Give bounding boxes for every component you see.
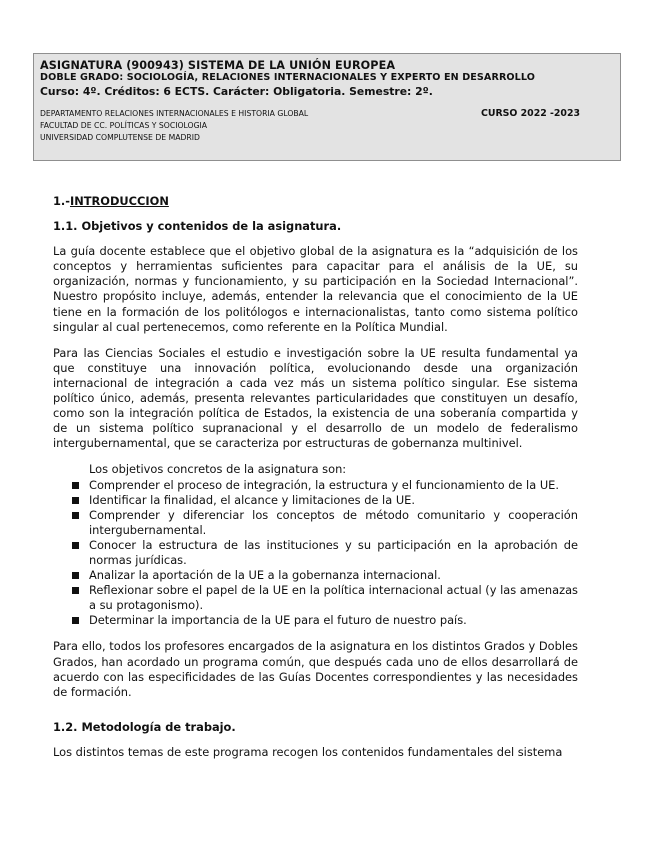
square-bullet-icon (72, 572, 79, 579)
square-bullet-icon (72, 482, 79, 489)
degree-line: DOBLE GRADO: SOCIOLOGÍA, RELACIONES INTERNACIONALES Y EXPERTO EN DESARROLLO (40, 72, 536, 83)
spacer (53, 711, 578, 720)
subsection-heading-metodologia: 1.2. Metodología de trabajo. (53, 719, 236, 734)
section-title: INTRODUCCION (69, 194, 169, 208)
list-item (53, 583, 578, 613)
department-row (40, 108, 614, 120)
list-item (53, 493, 578, 508)
paragraph: Los distintos temas de este programa recogen los contenidos fundamentales del sistema (53, 744, 563, 759)
list-item-text: Determinar la importancia de la UE para el futuro de nuestro país. (89, 613, 467, 628)
paragraph: Para las Ciencias Sociales el estudio e investigación sobre la UE resulta fundamental ya que constituye una innovación política, evolucionando desde una organización internacional de integración a cada vez más un sistema político singular. Ese sistema político único, además, presenta relevantes particularidades que constituyen un desafío, como son la integración política de Estados, la existencia de una soberanía compartida y de un sistema político supranacional y el desarrollo de un modelo de federalismo intergubernamental, que se caracteriza por estructuras de gobernanza multinivel. (53, 345, 578, 451)
academic-year: CURSO 2022 -2023 (480, 107, 580, 119)
list-item (53, 508, 578, 538)
square-bullet-icon (72, 587, 79, 594)
square-bullet-icon (72, 512, 79, 519)
list-item-text: Comprender el proceso de integración, la estructura y el funcionamiento de la UE. (89, 477, 559, 492)
list-item (53, 613, 578, 628)
square-bullet-icon (72, 497, 79, 504)
course-details: Curso: 4º. Créditos: 6 ECTS. Carácter: Obligatoria. Semestre: 2º. (40, 84, 433, 98)
list-item-text: Comprender y diferenciar los conceptos de método comunitario y cooperación intergubernamental. (89, 507, 578, 537)
objectives-list (53, 478, 578, 629)
paragraph: Para ello, todos los profesores encargados de la asignatura en los distintos Grados y Dobles Grados, han acordado un programa común, que después cada uno de ellos desarrollará de acuerdo con las especificidades de las Guías Docentes correspondientes y las necesidades de formación. (53, 639, 578, 699)
document-body (53, 194, 578, 771)
list-item-text: Conocer la estructura de las instituciones y su participación en la aprobación de normas jurídicas. (89, 537, 578, 567)
paragraph: La guía docente establece que el objetivo global de la asignatura es la “adquisición de los conceptos y herramientas suficientes para capacitar para el análisis de la UE, su organización, normas y funcionamiento, y su participación en la Sociedad Internacional”. Nuestro propósito incluye, además, entender la relevancia que el conocimiento de la UE tiene en la formación de los politólogos e internacionalistas, tanto como sistema político singular al cual pertenecemos, como referente en la Política Mundial. (53, 244, 578, 334)
list-item (53, 478, 578, 493)
course-header-box (33, 53, 621, 161)
square-bullet-icon (72, 542, 79, 549)
list-item (53, 538, 578, 568)
list-item-text: Analizar la aportación de la UE a la gobernanza internacional. (89, 568, 441, 583)
list-item-text: Reflexionar sobre el papel de la UE en la política internacional actual (y las amenazas a su protagonismo). (89, 583, 578, 613)
faculty-name: FACULTAD DE CC. POLÍTICAS Y SOCIOLOGIA (40, 120, 208, 130)
list-item (53, 568, 578, 583)
section-heading-introduccion (53, 194, 578, 209)
course-title: ASIGNATURA (900943) SISTEMA DE LA UNIÓN EUROPEA (40, 59, 396, 72)
department-name: DEPARTAMENTO RELACIONES INTERNACIONALES E HISTORIA GLOBAL (40, 108, 309, 118)
square-bullet-icon (72, 617, 79, 624)
subsection-heading-objetivos: 1.1. Objetivos y contenidos de la asignatura. (53, 219, 342, 234)
objectives-intro: Los objetivos concretos de la asignatura son: (89, 462, 347, 477)
university-name: UNIVERSIDAD COMPLUTENSE DE MADRID (40, 132, 200, 142)
section-number: 1.- (53, 194, 70, 208)
list-item-text: Identificar la finalidad, el alcance y limitaciones de la UE. (89, 492, 415, 507)
